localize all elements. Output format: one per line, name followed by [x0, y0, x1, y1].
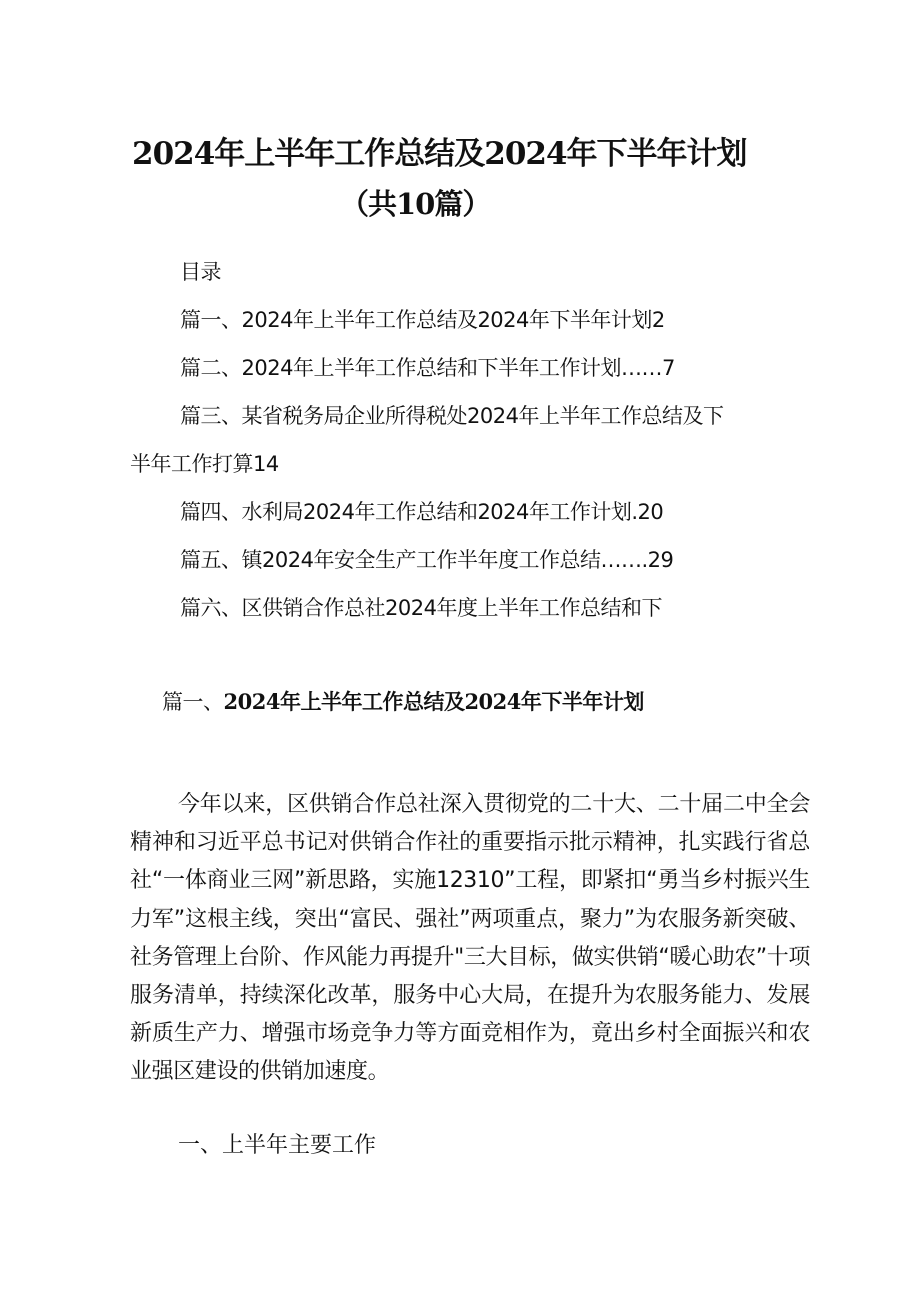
section-heading	[162, 686, 644, 716]
section-subheading: 一、上半年主要工作	[178, 1133, 377, 1158]
section-title: 2024年上半年工作总结及2024年下半年计划	[223, 689, 644, 714]
document-subtitle: （共10篇）	[340, 187, 491, 221]
toc-item-1[interactable]: 篇一、2024年上半年工作总结及2024年下半年计划2	[180, 308, 665, 332]
toc-item-5[interactable]: 篇五、镇2024年安全生产工作半年度工作总结…….29	[180, 548, 674, 572]
toc-heading: 目录	[180, 260, 221, 284]
toc-item-2[interactable]: 篇二、2024年上半年工作总结和下半年工作计划……7	[180, 356, 675, 380]
toc-item-6[interactable]: 篇六、区供销合作总社2024年度上半年工作总结和下	[180, 596, 662, 620]
section-prefix: 篇一、	[162, 690, 224, 714]
toc-item-3[interactable]: 篇三、某省税务局企业所得税处2024年上半年工作总结及下	[180, 404, 724, 428]
toc-item-4[interactable]: 篇四、水利局2024年工作总结和2024年工作计划.20	[180, 500, 664, 524]
toc-item-3-continued[interactable]: 半年工作打算14	[130, 452, 279, 476]
body-paragraph: 今年以来，区供销合作总社深入贯彻党的二十大、二十届二中全会精神和习近平总书记对供销合作社的重要指示批示精神，扎实践行省总社“一体商业三网”新思路，实施12310”工程，即紧扣“勇当乡村振兴生力军”这根主线，突出“富民、强社”两项重点，聚力”为农服务新突破、社务管理上台阶、作风能力再提升"三大目标，做实供销“暖心助农”十项服务清单，持续深化改革，服务中心大局，在提升为农服务能力、发展新质生产力、增强市场竞争力等方面竞相作为，竟出乡村全面振兴和农业强区建设的供销加速度。	[130, 792, 810, 1085]
document-title: 2024年上半年工作总结及2024年下半年计划	[132, 136, 747, 172]
